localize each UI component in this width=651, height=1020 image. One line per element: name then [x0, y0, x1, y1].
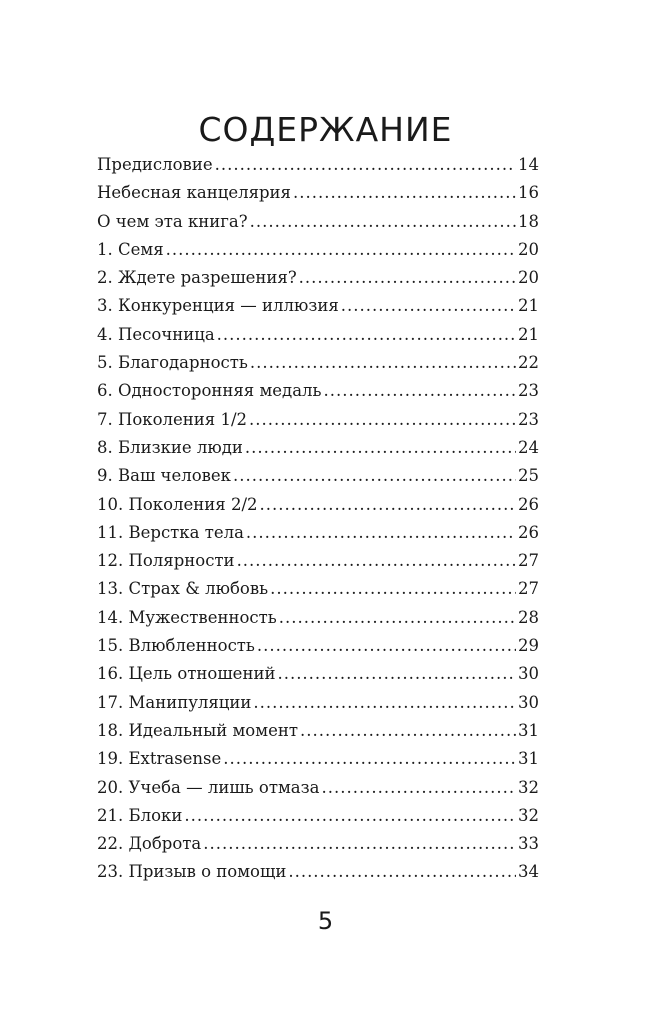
- page-number: 5: [317, 907, 334, 935]
- toc-entry-page: 18: [518, 211, 539, 231]
- toc-entry-title: 8. Близкие люди: [97, 437, 243, 457]
- dot-leader: [277, 660, 516, 688]
- dot-leader: [246, 519, 516, 547]
- toc-entry-page: 23: [518, 381, 539, 401]
- dot-leader: [293, 179, 516, 207]
- toc-entry-page: 31: [518, 720, 539, 740]
- toc-entry: [97, 349, 539, 377]
- toc-entry-title: 20. Учеба — лишь отмаза: [97, 777, 320, 797]
- dot-leader: [300, 717, 516, 745]
- toc-entry-page: 32: [518, 805, 539, 825]
- toc-entry-page: 28: [518, 607, 539, 627]
- dot-leader: [217, 321, 516, 349]
- page-title: СОДЕРЖАНИЕ: [198, 110, 453, 150]
- toc-entry: [97, 774, 539, 802]
- toc-entry-title: 16. Цель отношений: [97, 664, 276, 684]
- dot-leader: [166, 236, 516, 264]
- toc-entry-title: 14. Мужественность: [97, 607, 277, 627]
- toc-entry-page: 27: [518, 551, 539, 571]
- toc-entry-page: 21: [518, 296, 539, 316]
- dot-leader: [223, 745, 516, 773]
- dot-leader: [279, 604, 516, 632]
- dot-leader: [299, 264, 516, 292]
- dot-leader: [321, 774, 516, 802]
- dot-leader: [253, 689, 516, 717]
- dot-leader: [341, 292, 516, 320]
- toc-entry: [97, 519, 539, 547]
- dot-leader: [245, 434, 516, 462]
- toc-entry-page: 26: [518, 522, 539, 542]
- dot-leader: [257, 632, 516, 660]
- toc-entry-page: 20: [518, 239, 539, 259]
- toc-entry-page: 33: [518, 834, 539, 854]
- toc-entry-page: 31: [518, 749, 539, 769]
- toc-entry: [97, 377, 539, 405]
- toc-entry-page: 23: [518, 409, 539, 429]
- toc-entry-title: 19. Extrasense: [97, 749, 222, 769]
- toc-entry: [97, 575, 539, 603]
- toc-entry-title: 9. Ваш человек: [97, 466, 231, 486]
- toc-entry-title: 5. Благодарность: [97, 353, 248, 373]
- toc-entry: [97, 491, 539, 519]
- dot-leader: [184, 802, 516, 830]
- toc-entry-title: 15. Влюбленность: [97, 636, 255, 656]
- toc-entry-title: 21. Блоки: [97, 805, 183, 825]
- toc-entry-title: Предисловие: [97, 155, 213, 174]
- toc-entry: [97, 236, 539, 264]
- toc-entry-title: 23. Призыв о помощи: [97, 862, 287, 882]
- toc-entry: [97, 689, 539, 717]
- toc-entry-title: 4. Песочница: [97, 324, 215, 344]
- toc-entry: [97, 604, 539, 632]
- toc-entry: [97, 321, 539, 349]
- toc-entry-title: 17. Манипуляции: [97, 692, 252, 712]
- toc-entry-title: 6. Односторонняя медаль: [97, 381, 322, 401]
- toc-entry-page: 30: [518, 692, 539, 712]
- toc-entry: [97, 406, 539, 434]
- toc-entry: [97, 179, 539, 207]
- toc-entry: [97, 151, 539, 179]
- toc-entry: [97, 745, 539, 773]
- toc-entry: [97, 717, 539, 745]
- toc-entry-page: 34: [518, 862, 539, 882]
- toc-entry-page: 21: [518, 324, 539, 344]
- dot-leader: [270, 575, 516, 603]
- toc-entry-page: 14: [518, 155, 539, 174]
- toc-entry: [97, 292, 539, 320]
- toc-entry: [97, 802, 539, 830]
- toc-entry-page: 29: [518, 636, 539, 656]
- toc-entry: [97, 632, 539, 660]
- toc-entry: [97, 208, 539, 236]
- toc-entry-title: 10. Поколения 2/2: [97, 494, 258, 514]
- dot-leader: [260, 491, 516, 519]
- toc-entry: [97, 264, 539, 292]
- toc-entry: [97, 434, 539, 462]
- toc-entry-page: 32: [518, 777, 539, 797]
- toc-entry-page: 30: [518, 664, 539, 684]
- toc-entry-page: 26: [518, 494, 539, 514]
- toc-entry-title: 13. Страх & любовь: [97, 579, 269, 599]
- toc-entry-title: 12. Полярности: [97, 551, 235, 571]
- toc-entry-page: 22: [518, 353, 539, 373]
- dot-leader: [215, 151, 516, 179]
- toc-entry: [97, 547, 539, 575]
- toc-entry-title: 1. Семя: [97, 239, 164, 259]
- toc-entry-page: 25: [518, 466, 539, 486]
- table-of-contents: [97, 151, 539, 887]
- toc-entry-title: 3. Конкуренция — иллюзия: [97, 296, 339, 316]
- toc-entry-page: 16: [518, 183, 539, 203]
- toc-entry: [97, 462, 539, 490]
- dot-leader: [324, 377, 516, 405]
- dot-leader: [250, 349, 516, 377]
- toc-entry: [97, 830, 539, 858]
- dot-leader: [237, 547, 516, 575]
- toc-entry-page: 27: [518, 579, 539, 599]
- dot-leader: [249, 406, 516, 434]
- toc-entry-title: Небесная канцелярия: [97, 183, 291, 203]
- toc-entry-title: 18. Идеальный момент: [97, 720, 298, 740]
- toc-entry-title: 2. Ждете разрешения?: [97, 268, 297, 288]
- dot-leader: [203, 830, 516, 858]
- toc-entry-title: О чем эта книга?: [97, 211, 248, 231]
- toc-entry-page: 24: [518, 437, 539, 457]
- toc-entry-page: 20: [518, 268, 539, 288]
- toc-entry: [97, 858, 539, 886]
- toc-entry-title: 7. Поколения 1/2: [97, 409, 248, 429]
- dot-leader: [250, 208, 516, 236]
- dot-leader: [233, 462, 516, 490]
- dot-leader: [288, 858, 516, 886]
- toc-entry-title: 22. Доброта: [97, 834, 202, 854]
- toc-entry-title: 11. Верстка тела: [97, 522, 244, 542]
- toc-entry: [97, 660, 539, 688]
